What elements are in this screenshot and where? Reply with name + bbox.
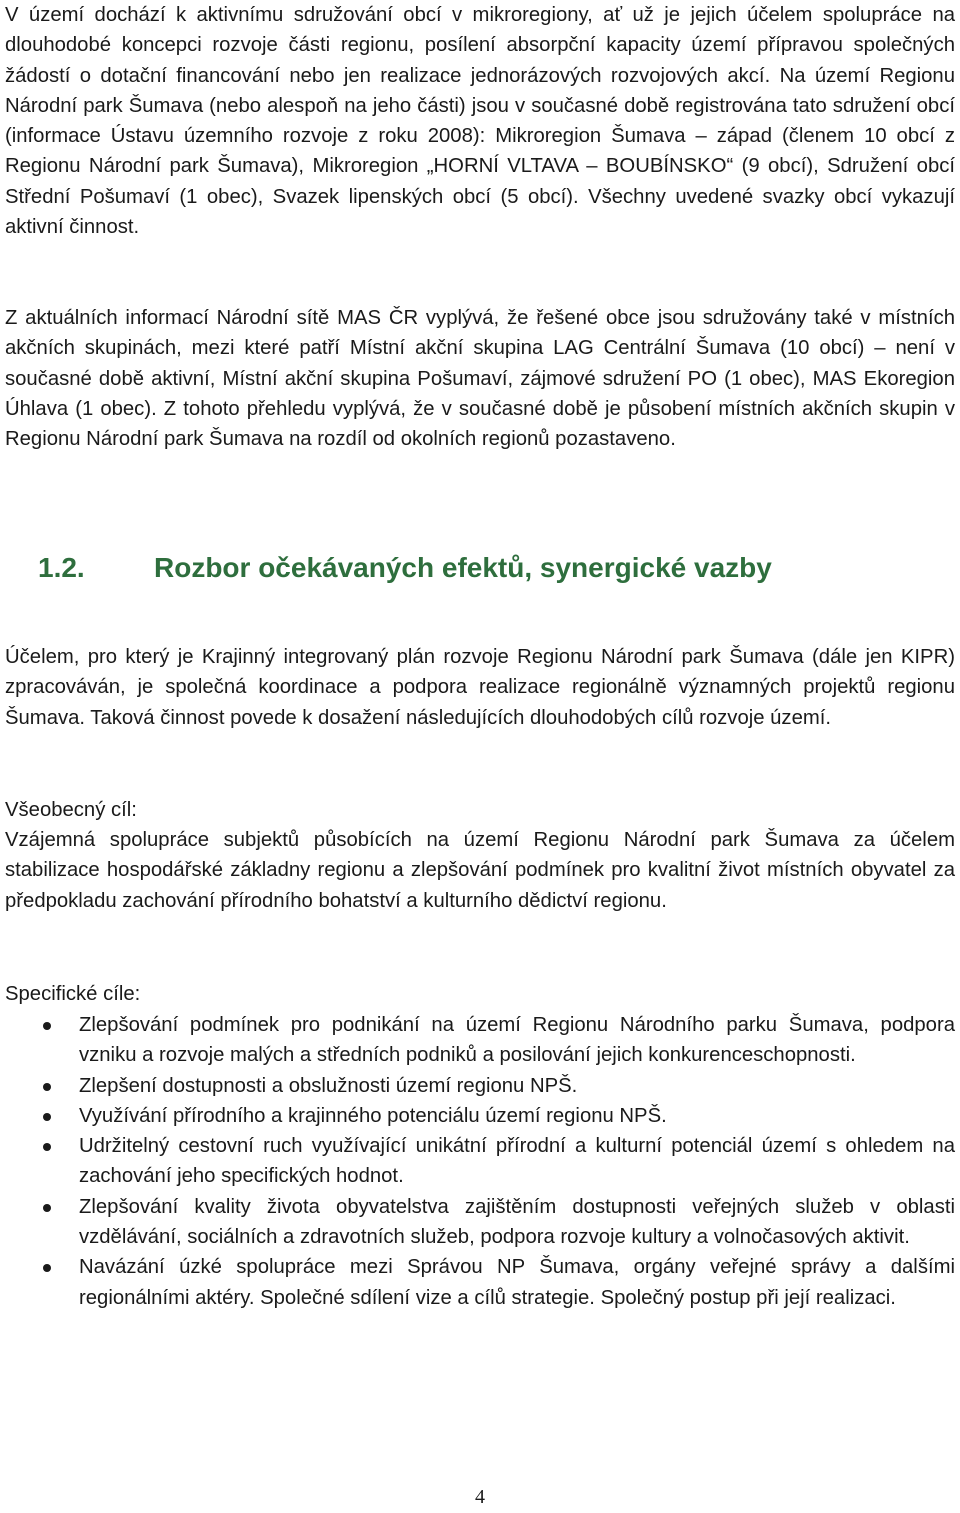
specific-goals-list	[5, 1010, 955, 1313]
list-item-text: Zlepšování podmínek pro podnikání na území Regionu Národního parku Šumava, podpora vzniku a rozvoje malých a středních podniků a posilování jejich konkurenceschopnosti.	[79, 1014, 955, 1067]
list-item-text: Udržitelný cestovní ruch využívající unikátní přírodní a kulturní potenciál území s ohledem na zachování jeho specifických hodnot.	[79, 1135, 955, 1188]
page-number: 4	[475, 1486, 485, 1508]
list-item-text: Navázání úzké spolupráce mezi Správou NP Šumava, orgány veřejné správy a dalšími regionálními aktéry. Společné sdílení vize a cílů strategie. Společný postup při její realizaci.	[79, 1256, 955, 1309]
list-item-text: Využívání přírodního a krajinného potenciálu území regionu NPŠ.	[79, 1104, 667, 1127]
paragraph-microregions: V území dochází k aktivnímu sdružování obcí v mikroregiony, ať už je jejich účelem spolupráce na dlouhodobé koncepci rozvoje části regionu, posílení absorpční kapacity území přípravou společných žádostí o dotační financování nebo jen realizace jednorázových rozvojových akcí. Na území Regionu Národní park Šumava (nebo alespoň na jeho části) jsou v současné době registrována tato sdružení obcí (informace Ústavu územního rozvoje z roku 2008): Mikroregion Šumava – západ (členem 10 obcí z Regionu Národní park Šumava), Mikroregion „HORNÍ VLTAVA – BOUBÍNSKO“ (9 obcí), Sdružení obcí Střední Pošumaví (1 obec), Svazek lipenských obcí (5 obcí). Všechny uvedené svazky obcí vykazují aktivní činnost.	[5, 4, 955, 239]
paragraph-local-action-groups: Z aktuálních informací Národní sítě MAS ČR vyplývá, že řešené obce jsou sdružovány také v místních akčních skupinách, mezi které patří Místní akční skupina LAG Centrální Šumava (10 obcí) – není v současné době aktivní, Místní akční skupina Pošumaví, zájmové sdružení PO (1 obec), MAS Ekoregion Úhlava (1 obec). Z tohoto přehledu vyplývá, že v současné době je působení místních akčních skupin v Regionu Národní park Šumava na rozdíl od okolních regionů pozastaveno.	[5, 307, 955, 451]
document-page	[5, 0, 955, 1513]
bullet-icon	[43, 1264, 51, 1272]
list-item	[5, 1071, 955, 1101]
general-goal-label: Všeobecný cíl:	[5, 799, 137, 821]
paragraph-kipr-purpose: Účelem, pro který je Krajinný integrovaný plán rozvoje Regionu Národní park Šumava (dále jen KIPR) zpracováván, je společná koordinace a podpora realizace regionálně významných projektů regionu Šumava. Taková činnost povede k dosažení následujících dlouhodobých cílů rozvoje území.	[5, 646, 955, 729]
section-title: Rozbor očekávaných efektů, synergické vazby	[154, 552, 772, 583]
section-heading	[38, 548, 938, 588]
list-item	[5, 1252, 955, 1313]
specific-goals-label: Specifické cíle:	[5, 983, 141, 1005]
section-number: 1.2.	[38, 552, 85, 583]
list-item	[5, 1131, 955, 1192]
list-item	[5, 1101, 955, 1131]
list-item	[5, 1010, 955, 1071]
bullet-icon	[43, 1083, 51, 1091]
bullet-icon	[43, 1113, 51, 1121]
bullet-icon	[43, 1022, 51, 1030]
paragraph-general-goal: Vzájemná spolupráce subjektů působících na území Regionu Národní park Šumava za účelem stabilizace hospodářské základny regionu a zlepšování podmínek pro kvalitní život místních obyvatel za předpokladu zachování přírodního bohatství a kulturního dědictví regionu.	[5, 829, 955, 912]
bullet-icon	[43, 1204, 51, 1212]
list-item-text: Zlepšení dostupnosti a obslužnosti území regionu NPŠ.	[79, 1074, 578, 1097]
list-item	[5, 1192, 955, 1253]
list-item-text: Zlepšování kvality života obyvatelstva zajištěním dostupnosti veřejných služeb v oblasti vzdělávání, sociálních a zdravotních služeb, podpora rozvoje kultury a volnočasových aktivit.	[79, 1195, 955, 1249]
bullet-icon	[43, 1143, 51, 1151]
